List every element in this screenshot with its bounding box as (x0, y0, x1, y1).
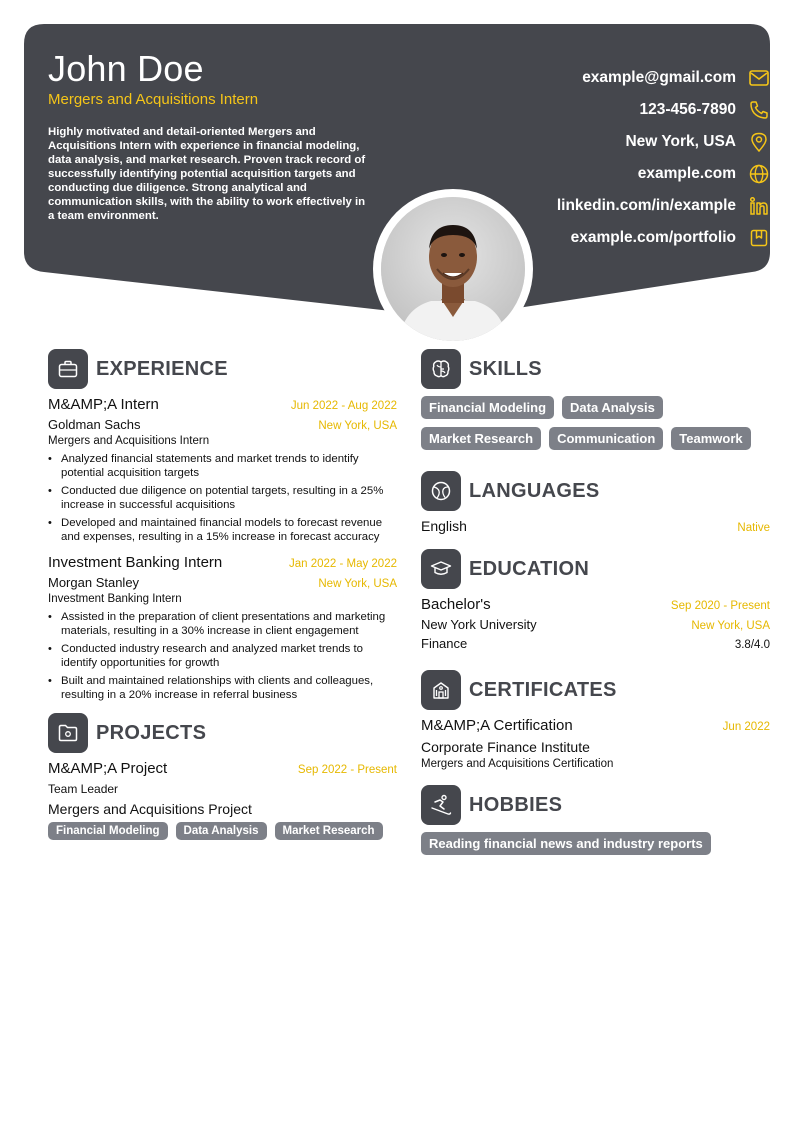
certificate-description: Mergers and Acquisitions Certification (421, 758, 614, 770)
experience-bullets (48, 610, 397, 702)
education-date: Sep 2020 - Present (670, 600, 770, 612)
experience-location: New York, USA (318, 420, 397, 432)
mail-icon (748, 67, 770, 89)
experience-subtitle: Mergers and Acquisitions Intern (48, 435, 210, 447)
experience-entry (48, 396, 397, 544)
contact-portfolio-text[interactable]: example.com/portfolio (570, 229, 736, 246)
skill-tag: Financial Modeling (421, 396, 554, 419)
experience-role: M&AMP;A Intern (48, 396, 159, 413)
language-name: English (421, 518, 467, 534)
hobbies-title: HOBBIES (469, 793, 563, 816)
skill-tag: Teamwork (671, 427, 750, 450)
skills-heading (421, 348, 770, 390)
candidate-name: John Doe (48, 48, 204, 89)
education-school: New York University (421, 617, 537, 632)
bullet-item: • Built and maintained relationships with clients and colleagues, resulting in a 20% increase in referral business (48, 674, 397, 702)
project-tags (48, 822, 397, 846)
certificate-entry (421, 717, 770, 770)
skill-tag: Communication (549, 427, 663, 450)
experience-subtitle: Investment Banking Intern (48, 593, 182, 605)
language-level: Native (737, 522, 770, 534)
briefcase-icon (48, 349, 88, 389)
contact-linkedin-text[interactable]: linkedin.com/in/example (556, 197, 736, 214)
job-title: Mergers and Acquisitions Intern (48, 91, 259, 108)
languages-title: LANGUAGES (469, 479, 600, 502)
project-date: Sep 2022 - Present (297, 764, 397, 776)
graduation-cap-icon (421, 549, 461, 589)
language-globe-icon (421, 471, 461, 511)
skill-tag: Data Analysis (562, 396, 663, 419)
bullet-item: • Conducted industry research and analyzed market trends to identify opportunities for growth (48, 642, 397, 670)
brain-icon (421, 349, 461, 389)
project-tag: Financial Modeling (48, 822, 168, 840)
hobbies-heading (421, 784, 770, 826)
contact-email[interactable] (370, 62, 770, 94)
right-column (421, 348, 770, 863)
certificate-building-icon (421, 670, 461, 710)
experience-role: Investment Banking Intern (48, 554, 223, 571)
education-field: Finance (421, 636, 468, 651)
phone-icon (748, 99, 770, 121)
contact-phone-text[interactable]: 123-456-7890 (639, 101, 736, 118)
experience-bullets (48, 452, 397, 544)
experience-location: New York, USA (318, 578, 397, 590)
project-description: Mergers and Acquisitions Project (48, 801, 252, 817)
bullet-item: • Assisted in the preparation of client presentations and marketing materials, resulting in a 30% increase in client engagement (48, 610, 397, 638)
hobby-tag: Reading financial news and industry reports (421, 832, 711, 855)
experience-entry (48, 554, 397, 702)
profile-summary: Highly motivated and detail-oriented Mergers and Acquisitions Intern with experience in financial modeling, data analysis, and market research. Proven track record of successfully identifying potential acquisition targets and conducting due diligence. Strong analytical and communication skills, with the ability to work effectively in a team environment. (48, 126, 366, 222)
experience-date: Jan 2022 - May 2022 (288, 558, 397, 570)
experience-heading (48, 348, 397, 390)
languages-heading (421, 470, 770, 512)
skiing-icon (421, 785, 461, 825)
certificates-title: CERTIFICATES (469, 678, 617, 701)
contact-location (370, 126, 770, 158)
left-column (48, 348, 397, 846)
location-pin-icon (748, 131, 770, 153)
project-title: M&AMP;A Project (48, 760, 168, 777)
certificate-title: M&AMP;A Certification (421, 717, 573, 734)
experience-date: Jun 2022 - Aug 2022 (290, 400, 397, 412)
project-role: Team Leader (48, 782, 119, 796)
folder-icon (48, 713, 88, 753)
skills-list (421, 396, 770, 458)
education-degree: Bachelor's (421, 596, 491, 613)
experience-company: Morgan Stanley (48, 575, 140, 590)
bullet-item: • Conducted due diligence on potential targets, resulting in a 25% increase in successful acquisitions (48, 484, 397, 512)
education-entry (421, 596, 770, 651)
projects-heading (48, 712, 397, 754)
bookmark-icon (748, 227, 770, 249)
bullet-item: • Developed and maintained financial models to forecast revenue and expenses, resulting in a 15% increase in forecast accuracy (48, 516, 397, 544)
bullet-item: • Analyzed financial statements and market trends to identify potential acquisition targets (48, 452, 397, 480)
projects-title: PROJECTS (96, 721, 207, 744)
project-tag: Data Analysis (176, 822, 267, 840)
project-tag: Market Research (275, 822, 383, 840)
certificate-issuer: Corporate Finance Institute (421, 739, 590, 755)
contact-phone[interactable] (370, 94, 770, 126)
profile-photo (381, 197, 525, 341)
experience-title: EXPERIENCE (96, 357, 228, 380)
language-item (421, 518, 770, 534)
contact-website-text[interactable]: example.com (637, 165, 736, 182)
skills-title: SKILLS (469, 357, 542, 380)
globe-icon (748, 163, 770, 185)
project-entry (48, 760, 397, 846)
education-location: New York, USA (691, 620, 770, 632)
education-title: EDUCATION (469, 557, 590, 580)
linkedin-icon (748, 195, 770, 217)
contact-email-text[interactable]: example@gmail.com (582, 69, 736, 86)
experience-company: Goldman Sachs (48, 417, 141, 432)
skill-tag: Market Research (421, 427, 541, 450)
certificate-date: Jun 2022 (722, 721, 770, 733)
contact-location-text: New York, USA (625, 133, 736, 150)
education-gpa: 3.8/4.0 (734, 639, 770, 651)
hobbies-list (421, 832, 770, 863)
certificates-heading (421, 669, 770, 711)
contact-website[interactable] (370, 158, 770, 190)
education-heading (421, 548, 770, 590)
